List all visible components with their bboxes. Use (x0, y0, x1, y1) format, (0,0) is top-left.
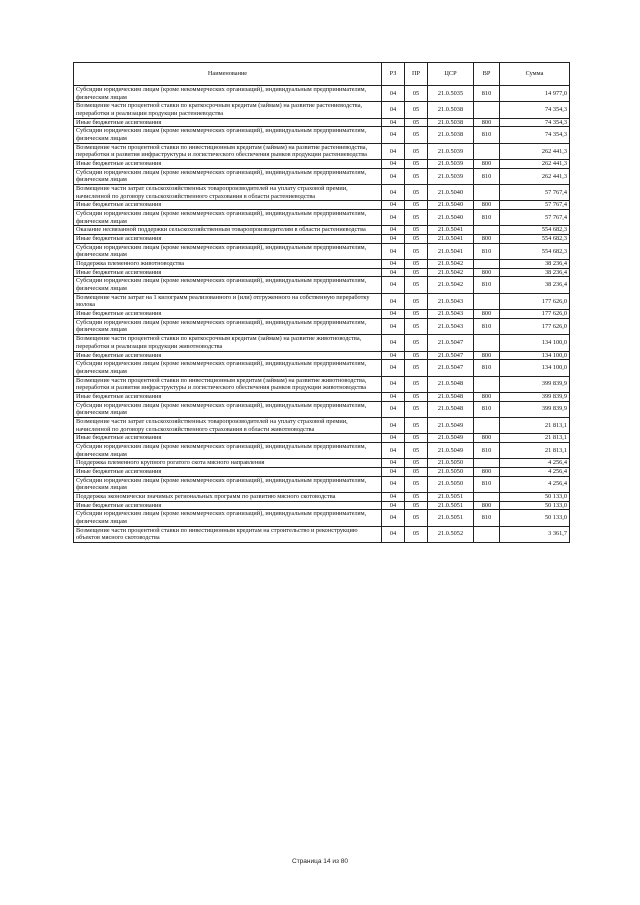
cell-vr: 800 (474, 467, 500, 476)
cell-csr: 21.0.5035 (428, 86, 474, 102)
cell-name: Возмещение части процентной ставки по инвестиционным кредитам на строительство и реконструкцию объектов мясного скотоводства (74, 526, 382, 542)
cell-csr: 21.0.5047 (428, 351, 474, 360)
table-row (74, 459, 570, 468)
cell-sum: 262 441,3 (500, 168, 570, 184)
cell-sum: 57 767,4 (500, 185, 570, 201)
cell-sum: 21 813,1 (500, 417, 570, 433)
cell-vr (474, 143, 500, 159)
cell-rz: 04 (382, 467, 405, 476)
header-rz: РЗ (382, 63, 405, 86)
cell-name: Субсидии юридическим лицам (кроме некоммерческих организаций), индивидуальным предпринимателям, физическим лицам (74, 401, 382, 417)
cell-sum: 3 361,7 (500, 526, 570, 542)
budget-table (73, 62, 570, 543)
table-row (74, 401, 570, 417)
cell-sum: 4 256,4 (500, 476, 570, 492)
table-row (74, 492, 570, 501)
table-row (74, 467, 570, 476)
cell-csr: 21.0.5052 (428, 526, 474, 542)
cell-sum: 177 626,0 (500, 310, 570, 319)
cell-vr: 800 (474, 501, 500, 510)
cell-vr (474, 293, 500, 309)
cell-name: Субсидии юридическим лицам (кроме некоммерческих организаций), индивидуальным предпринимателям, физическим лицам (74, 442, 382, 458)
cell-pr: 05 (405, 160, 428, 169)
cell-sum: 50 133,0 (500, 501, 570, 510)
cell-pr: 05 (405, 318, 428, 334)
cell-rz: 04 (382, 318, 405, 334)
table-row (74, 526, 570, 542)
cell-pr: 05 (405, 243, 428, 259)
cell-sum: 134 100,0 (500, 360, 570, 376)
cell-name: Субсидии юридическим лицам (кроме некоммерческих организаций), индивидуальным предпринимателям, физическим лицам (74, 127, 382, 143)
cell-rz: 04 (382, 235, 405, 244)
cell-rz: 04 (382, 492, 405, 501)
cell-vr: 800 (474, 118, 500, 127)
cell-csr: 21.0.5043 (428, 310, 474, 319)
cell-csr: 21.0.5048 (428, 401, 474, 417)
cell-pr: 05 (405, 467, 428, 476)
cell-sum: 14 977,0 (500, 86, 570, 102)
cell-vr: 800 (474, 434, 500, 443)
cell-name: Иные бюджетные ассигнования (74, 201, 382, 210)
cell-rz: 04 (382, 201, 405, 210)
table-row (74, 268, 570, 277)
table-header-row (74, 63, 570, 86)
cell-pr: 05 (405, 143, 428, 159)
cell-vr: 810 (474, 243, 500, 259)
cell-vr: 800 (474, 268, 500, 277)
cell-csr: 21.0.5038 (428, 127, 474, 143)
cell-sum: 134 100,0 (500, 335, 570, 351)
table-row (74, 376, 570, 392)
cell-rz: 04 (382, 293, 405, 309)
cell-pr: 05 (405, 442, 428, 458)
cell-name: Возмещение части процентной ставки по краткосрочным кредитам (займам) на развитие животноводства, переработки и реализации продукции животноводства (74, 335, 382, 351)
cell-name: Иные бюджетные ассигнования (74, 392, 382, 401)
cell-vr: 800 (474, 201, 500, 210)
cell-pr: 05 (405, 226, 428, 235)
table-row (74, 235, 570, 244)
cell-vr: 810 (474, 510, 500, 526)
cell-csr: 21.0.5050 (428, 467, 474, 476)
cell-rz: 04 (382, 476, 405, 492)
cell-sum: 50 133,0 (500, 510, 570, 526)
cell-pr: 05 (405, 102, 428, 118)
cell-name: Субсидии юридическим лицам (кроме некоммерческих организаций), индивидуальным предпринимателям, физическим лицам (74, 476, 382, 492)
table-row (74, 351, 570, 360)
cell-name: Оказание несвязанной поддержки сельскохозяйственным товаропроизводителям в области растениеводства (74, 226, 382, 235)
cell-rz: 04 (382, 260, 405, 269)
cell-name: Субсидии юридическим лицам (кроме некоммерческих организаций), индивидуальным предпринимателям, физическим лицам (74, 360, 382, 376)
cell-name: Иные бюджетные ассигнования (74, 118, 382, 127)
cell-sum: 177 626,0 (500, 318, 570, 334)
cell-pr: 05 (405, 277, 428, 293)
cell-pr: 05 (405, 235, 428, 244)
cell-csr: 21.0.5038 (428, 102, 474, 118)
cell-csr: 21.0.5039 (428, 143, 474, 159)
cell-sum: 177 626,0 (500, 293, 570, 309)
cell-pr: 05 (405, 293, 428, 309)
table-row (74, 318, 570, 334)
table-row (74, 277, 570, 293)
cell-name: Иные бюджетные ассигнования (74, 268, 382, 277)
table-row (74, 127, 570, 143)
cell-csr: 21.0.5040 (428, 210, 474, 226)
cell-name: Иные бюджетные ассигнования (74, 501, 382, 510)
cell-rz: 04 (382, 459, 405, 468)
cell-csr: 21.0.5047 (428, 335, 474, 351)
cell-sum: 57 767,4 (500, 210, 570, 226)
cell-pr: 05 (405, 118, 428, 127)
cell-rz: 04 (382, 434, 405, 443)
table-body (74, 86, 570, 543)
cell-rz: 04 (382, 392, 405, 401)
cell-rz: 04 (382, 102, 405, 118)
cell-sum: 554 682,3 (500, 226, 570, 235)
cell-name: Возмещение части процентной ставки по инвестиционным кредитам (займам) на развитие растениеводства, переработки и развития инфраструктуры и логистического обеспечения рынков продукции растениеводства (74, 143, 382, 159)
cell-pr: 05 (405, 510, 428, 526)
table-row (74, 226, 570, 235)
cell-sum: 4 256,4 (500, 467, 570, 476)
cell-pr: 05 (405, 260, 428, 269)
table-row (74, 476, 570, 492)
cell-csr: 21.0.5047 (428, 360, 474, 376)
cell-sum: 262 441,3 (500, 143, 570, 159)
header-sum: Сумма (500, 63, 570, 86)
cell-vr: 800 (474, 160, 500, 169)
cell-pr: 05 (405, 492, 428, 501)
cell-rz: 04 (382, 127, 405, 143)
cell-name: Поддержка экономически значимых региональных программ по развитию мясного скотоводства (74, 492, 382, 501)
cell-rz: 04 (382, 243, 405, 259)
cell-vr: 810 (474, 401, 500, 417)
table-row (74, 510, 570, 526)
table-row (74, 160, 570, 169)
cell-sum: 399 839,9 (500, 401, 570, 417)
cell-sum: 21 813,1 (500, 442, 570, 458)
table-row (74, 310, 570, 319)
cell-rz: 04 (382, 268, 405, 277)
cell-rz: 04 (382, 160, 405, 169)
table-row (74, 118, 570, 127)
cell-pr: 05 (405, 459, 428, 468)
cell-vr: 810 (474, 360, 500, 376)
cell-name: Субсидии юридическим лицам (кроме некоммерческих организаций), индивидуальным предпринимателям, физическим лицам (74, 277, 382, 293)
cell-vr: 810 (474, 277, 500, 293)
cell-pr: 05 (405, 310, 428, 319)
cell-vr: 810 (474, 168, 500, 184)
table-row (74, 392, 570, 401)
cell-name: Возмещение части процентной ставки по инвестиционным кредитам (займам) на развитие животноводства, переработки и развития инфраструктуры и логистического обеспечения рынков продукции животноводства (74, 376, 382, 392)
cell-vr (474, 185, 500, 201)
cell-pr: 05 (405, 417, 428, 433)
cell-rz: 04 (382, 310, 405, 319)
cell-pr: 05 (405, 476, 428, 492)
cell-name: Субсидии юридическим лицам (кроме некоммерческих организаций), индивидуальным предпринимателям, физическим лицам (74, 318, 382, 334)
cell-vr (474, 376, 500, 392)
cell-pr: 05 (405, 392, 428, 401)
cell-vr (474, 526, 500, 542)
cell-csr: 21.0.5040 (428, 201, 474, 210)
cell-pr: 05 (405, 360, 428, 376)
cell-vr (474, 260, 500, 269)
cell-csr: 21.0.5038 (428, 118, 474, 127)
cell-pr: 05 (405, 86, 428, 102)
cell-rz: 04 (382, 501, 405, 510)
cell-vr (474, 492, 500, 501)
cell-csr: 21.0.5042 (428, 260, 474, 269)
cell-pr: 05 (405, 268, 428, 277)
cell-vr (474, 417, 500, 433)
cell-csr: 21.0.5051 (428, 510, 474, 526)
table-row (74, 442, 570, 458)
cell-rz: 04 (382, 143, 405, 159)
cell-name: Иные бюджетные ассигнования (74, 160, 382, 169)
cell-csr: 21.0.5043 (428, 318, 474, 334)
cell-rz: 04 (382, 210, 405, 226)
cell-pr: 05 (405, 127, 428, 143)
cell-rz: 04 (382, 360, 405, 376)
cell-vr: 800 (474, 351, 500, 360)
cell-rz: 04 (382, 510, 405, 526)
cell-pr: 05 (405, 526, 428, 542)
cell-name: Поддержка племенного животноводства (74, 260, 382, 269)
cell-name: Возмещение части процентной ставки по краткосрочным кредитам (займам) на развитие растениеводства, переработки и реализации продукции растениеводства (74, 102, 382, 118)
cell-name: Возмещение части затрат сельскохозяйственных товаропроизводителей на уплату страховой премии, начисленной по договору сельскохозяйственного страхования в области растениеводства (74, 185, 382, 201)
table-row (74, 210, 570, 226)
cell-rz: 04 (382, 185, 405, 201)
cell-sum: 38 236,4 (500, 268, 570, 277)
cell-rz: 04 (382, 417, 405, 433)
cell-csr: 21.0.5041 (428, 235, 474, 244)
cell-pr: 05 (405, 434, 428, 443)
page-number-footer: Страница 14 из 80 (292, 858, 348, 865)
cell-sum: 399 839,9 (500, 376, 570, 392)
cell-pr: 05 (405, 185, 428, 201)
table-row (74, 243, 570, 259)
table-row (74, 501, 570, 510)
cell-pr: 05 (405, 376, 428, 392)
cell-vr: 800 (474, 235, 500, 244)
cell-sum: 4 256,4 (500, 459, 570, 468)
cell-pr: 05 (405, 401, 428, 417)
cell-vr: 810 (474, 476, 500, 492)
cell-name: Субсидии юридическим лицам (кроме некоммерческих организаций), индивидуальным предпринимателям, физическим лицам (74, 510, 382, 526)
cell-name: Поддержка племенного крупного рогатого скота мясного направления (74, 459, 382, 468)
cell-rz: 04 (382, 277, 405, 293)
header-name: Наименование (74, 63, 382, 86)
cell-sum: 21 813,1 (500, 434, 570, 443)
cell-rz: 04 (382, 335, 405, 351)
cell-vr (474, 335, 500, 351)
cell-rz: 04 (382, 168, 405, 184)
table-row (74, 168, 570, 184)
table-row (74, 102, 570, 118)
cell-rz: 04 (382, 86, 405, 102)
table-row (74, 143, 570, 159)
cell-csr: 21.0.5039 (428, 160, 474, 169)
cell-sum: 554 682,3 (500, 235, 570, 244)
cell-csr: 21.0.5049 (428, 442, 474, 458)
cell-name: Иные бюджетные ассигнования (74, 467, 382, 476)
cell-name: Субсидии юридическим лицам (кроме некоммерческих организаций), индивидуальным предпринимателям, физическим лицам (74, 243, 382, 259)
table-row (74, 86, 570, 102)
cell-vr (474, 459, 500, 468)
cell-name: Иные бюджетные ассигнования (74, 235, 382, 244)
cell-name: Субсидии юридическим лицам (кроме некоммерческих организаций), индивидуальным предпринимателям, физическим лицам (74, 86, 382, 102)
cell-vr: 810 (474, 210, 500, 226)
cell-pr: 05 (405, 335, 428, 351)
cell-csr: 21.0.5041 (428, 226, 474, 235)
cell-rz: 04 (382, 442, 405, 458)
cell-sum: 38 236,4 (500, 277, 570, 293)
header-csr: ЦСР (428, 63, 474, 86)
cell-csr: 21.0.5050 (428, 459, 474, 468)
cell-vr: 800 (474, 392, 500, 401)
cell-csr: 21.0.5050 (428, 476, 474, 492)
cell-name: Иные бюджетные ассигнования (74, 434, 382, 443)
cell-csr: 21.0.5049 (428, 417, 474, 433)
table-row (74, 293, 570, 309)
table-row (74, 335, 570, 351)
cell-sum: 57 767,4 (500, 201, 570, 210)
cell-name: Иные бюджетные ассигнования (74, 310, 382, 319)
cell-pr: 05 (405, 351, 428, 360)
cell-pr: 05 (405, 501, 428, 510)
table-row (74, 434, 570, 443)
table-row (74, 201, 570, 210)
cell-sum: 262 441,3 (500, 160, 570, 169)
cell-name: Возмещение части затрат сельскохозяйственных товаропроизводителей на уплату страховой премии, начисленной по договору сельскохозяйственного страхования в области животноводства (74, 417, 382, 433)
cell-name: Возмещение части затрат на 1 килограмм реализованного и (или) отгруженного на собственную переработку молока (74, 293, 382, 309)
cell-pr: 05 (405, 168, 428, 184)
cell-csr: 21.0.5048 (428, 392, 474, 401)
cell-name: Субсидии юридическим лицам (кроме некоммерческих организаций), индивидуальным предпринимателям, физическим лицам (74, 168, 382, 184)
cell-pr: 05 (405, 210, 428, 226)
cell-csr: 21.0.5042 (428, 268, 474, 277)
cell-pr: 05 (405, 201, 428, 210)
table-row (74, 185, 570, 201)
header-pr: ПР (405, 63, 428, 86)
cell-csr: 21.0.5041 (428, 243, 474, 259)
cell-vr (474, 102, 500, 118)
cell-rz: 04 (382, 226, 405, 235)
table-row (74, 417, 570, 433)
cell-rz: 04 (382, 526, 405, 542)
cell-rz: 04 (382, 118, 405, 127)
cell-rz: 04 (382, 351, 405, 360)
cell-name: Субсидии юридическим лицам (кроме некоммерческих организаций), индивидуальным предпринимателям, физическим лицам (74, 210, 382, 226)
cell-csr: 21.0.5051 (428, 492, 474, 501)
cell-sum: 399 839,9 (500, 392, 570, 401)
cell-csr: 21.0.5049 (428, 434, 474, 443)
cell-csr: 21.0.5048 (428, 376, 474, 392)
cell-vr: 810 (474, 318, 500, 334)
cell-sum: 50 133,0 (500, 492, 570, 501)
cell-sum: 74 354,3 (500, 127, 570, 143)
cell-vr: 800 (474, 310, 500, 319)
cell-csr: 21.0.5051 (428, 501, 474, 510)
cell-vr: 810 (474, 442, 500, 458)
cell-sum: 554 682,3 (500, 243, 570, 259)
cell-csr: 21.0.5039 (428, 168, 474, 184)
cell-name: Иные бюджетные ассигнования (74, 351, 382, 360)
cell-rz: 04 (382, 401, 405, 417)
header-vr: ВР (474, 63, 500, 86)
cell-sum: 74 354,3 (500, 118, 570, 127)
cell-sum: 74 354,3 (500, 102, 570, 118)
table-row (74, 260, 570, 269)
cell-sum: 134 100,0 (500, 351, 570, 360)
cell-vr: 810 (474, 127, 500, 143)
cell-csr: 21.0.5043 (428, 293, 474, 309)
cell-csr: 21.0.5042 (428, 277, 474, 293)
cell-vr: 810 (474, 86, 500, 102)
cell-vr (474, 226, 500, 235)
cell-sum: 38 236,4 (500, 260, 570, 269)
cell-rz: 04 (382, 376, 405, 392)
cell-csr: 21.0.5040 (428, 185, 474, 201)
table-row (74, 360, 570, 376)
